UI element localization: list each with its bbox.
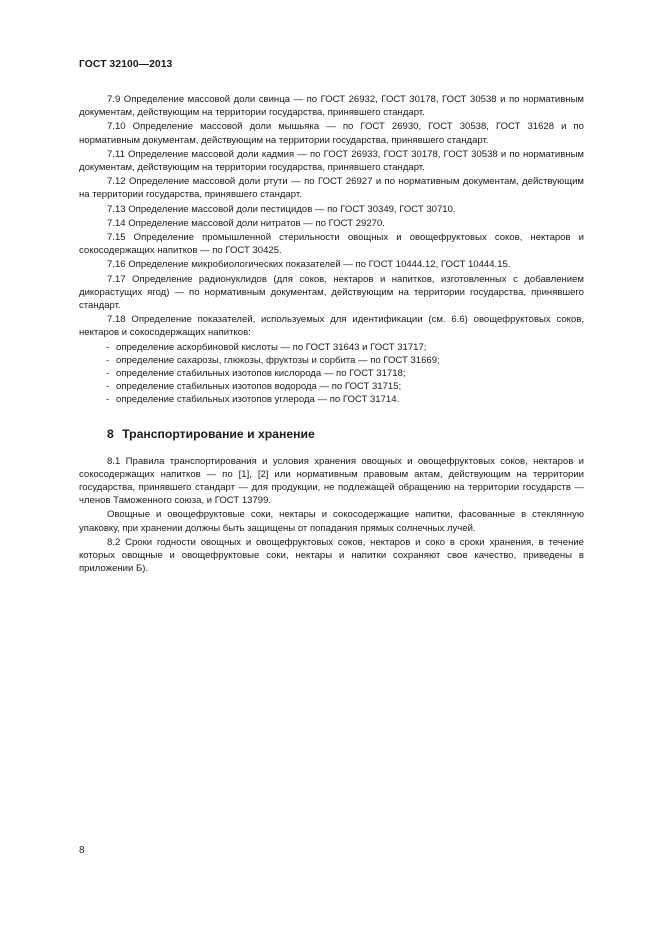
clause-7-10: 7.10 Определение массовой доли мышьяка — по ГОСТ 26930, ГОСТ 30538, ГОСТ 31628 и по нормативным документам, действующим на территории государства, принявшего стандарт. [79, 121, 584, 146]
list-item: - определение стабильных изотопов кислорода — по ГОСТ 31718; [79, 367, 584, 380]
section-number: 8 [107, 426, 114, 441]
clause-7-12: 7.12 Определение массовой доли ртути — по ГОСТ 26927 и по нормативным документам, действующим на территории государства, принявшего стандарт. [79, 176, 584, 201]
document-body [79, 93, 584, 577]
clause-7-14: 7.14 Определение массовой доли нитратов — по ГОСТ 29270. [107, 217, 385, 229]
clause-7-13: 7.13 Определение массовой доли пестицидов — по ГОСТ 30349, ГОСТ 30710. [107, 203, 456, 215]
clause-7-18: 7.18 Определение показателей, используемых для идентификации (см. 6.6) овощефруктовых соков, нектаров и сокосодержащих напитков: [79, 314, 584, 339]
clause-7-11: 7.11 Определение массовой доли кадмия — по ГОСТ 26933, ГОСТ 30178, ГОСТ 30538 и по нормативным документам, действующим на территории государства, принявшего стандарт. [79, 148, 584, 174]
page-number: 8 [79, 845, 85, 856]
clause-8-2: 8.2 Сроки годности овощных и овощефруктовых соков, нектаров и соко в сроки хранения, в течение которых овощные и овощефруктовые соки, нектары и напитки сохраняют свое качество, приведены в приложении Б). [79, 536, 584, 575]
section-title: Транспортирование и хранение [122, 426, 315, 441]
clause-7-16: 7.16 Определение микробиологических показателей — по ГОСТ 10444.12, ГОСТ 10444.15. [107, 259, 511, 271]
identification-methods-list [79, 341, 584, 407]
clause-7-17: 7.17 Определение радионуклидов (для соков, нектаров и напитков, изготовленных с добавлением дикорастущих ягод) — по нормативным документам, действующим на территории государства, принявшего стандарт. [79, 273, 584, 312]
section-heading [79, 427, 584, 442]
document-header: ГОСТ 32100—2013 [79, 59, 173, 70]
clause-7-9: 7.9 Определение массовой доли свинца — по ГОСТ 26932, ГОСТ 30178, ГОСТ 30538 и по нормативным документам, действующим на территории государства, принявшего стандарт. [79, 94, 584, 119]
clause-8-1: 8.1 Правила транспортирования и условия хранения овощных и овощефруктовых соков, нектаров и сокосодержащих напитков — по [1], [2] или нормативным правовым актам, действующим на территории государства, принявшего стандарт — для продукции, не подлежащей обращению на территории государств — членов Таможенного союза, и ГОСТ 13799. [79, 455, 584, 507]
clause-8-1-continued: Овощные и овощефруктовые соки, нектары и сокосодержащие напитки, фасованные в стеклянную упаковку, при хранении должны быть защищены от попадания прямых солнечных лучей. [79, 509, 584, 534]
list-item: - определение стабильных изотопов углерода — по ГОСТ 31714. [79, 393, 584, 406]
clause-7-15: 7.15 Определение промышленной стерильности овощных и овощефруктовых соков, нектаров и сокосодержащих напитков — по ГОСТ 30425. [79, 232, 584, 257]
list-item: - определение аскорбиновой кислоты — по ГОСТ 31643 и ГОСТ 31717; [79, 341, 584, 354]
list-item: - определение сахарозы, глюкозы, фруктозы и сорбита — по ГОСТ 31669; [79, 354, 584, 367]
list-item: - определение стабильных изотопов водорода — по ГОСТ 31715; [79, 380, 584, 393]
